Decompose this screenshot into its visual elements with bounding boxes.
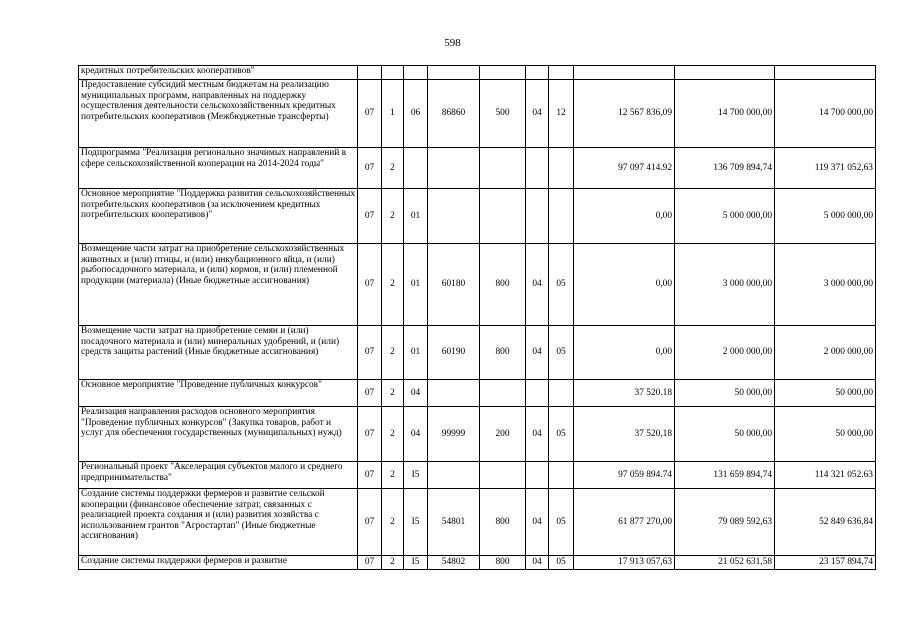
program-code: 07: [358, 244, 382, 326]
direction-code: [428, 380, 480, 407]
expense-type-code: 800: [480, 326, 526, 380]
event-code: 04: [404, 407, 428, 462]
program-code: 07: [358, 80, 382, 148]
amount-year-2: 131 659 894,74: [675, 462, 775, 489]
page-number: 598: [444, 37, 461, 49]
expense-type-code: 800: [480, 244, 526, 326]
amount-year-3: 50 000,00: [775, 380, 876, 407]
amount-year-2: 14 700 000,00: [675, 80, 775, 148]
amount-year-1: 0,00: [574, 244, 675, 326]
expense-type-code: [480, 380, 526, 407]
subprogram-code: 2: [382, 148, 404, 189]
direction-code: [428, 148, 480, 189]
event-code: 01: [404, 326, 428, 380]
subprogram-code: [382, 66, 404, 80]
program-code: 07: [358, 489, 382, 556]
program-code: 07: [358, 556, 382, 570]
subsection-code: [549, 189, 574, 244]
section-code: 04: [526, 407, 549, 462]
subprogram-code: 2: [382, 462, 404, 489]
section-code: [526, 380, 549, 407]
subsection-code: 05: [549, 556, 574, 570]
event-code: [404, 148, 428, 189]
expense-type-code: [480, 189, 526, 244]
section-code: 04: [526, 326, 549, 380]
direction-code: [428, 462, 480, 489]
section-code: [526, 462, 549, 489]
amount-year-3: [775, 66, 876, 80]
subsection-code: 05: [549, 489, 574, 556]
amount-year-3: 114 321 052.63: [775, 462, 876, 489]
subprogram-code: 2: [382, 556, 404, 570]
expense-type-code: [480, 148, 526, 189]
subsection-code: [549, 462, 574, 489]
amount-year-2: 79 089 592,63: [675, 489, 775, 556]
subsection-code: 05: [549, 326, 574, 380]
program-code: 07: [358, 148, 382, 189]
event-code: [404, 66, 428, 80]
table-row: [79, 66, 876, 80]
section-code: 04: [526, 556, 549, 570]
subprogram-code: 2: [382, 407, 404, 462]
row-description: Реализация направления расходов основного мероприятия "Проведение публичных конкурсов" (Закупка товаров, работ и услуг для обеспечения государственных (муниципальных) нужд): [79, 407, 358, 462]
table-row: [79, 489, 876, 556]
direction-code: 54801: [428, 489, 480, 556]
section-code: 04: [526, 244, 549, 326]
amount-year-1: 97 059 894.74: [574, 462, 675, 489]
subprogram-code: 2: [382, 489, 404, 556]
section-code: 04: [526, 489, 549, 556]
program-code: 07: [358, 407, 382, 462]
program-code: 07: [358, 189, 382, 244]
amount-year-3: 2 000 000,00: [775, 326, 876, 380]
event-code: 06: [404, 80, 428, 148]
direction-code: 86860: [428, 80, 480, 148]
subsection-code: 05: [549, 244, 574, 326]
expense-type-code: 800: [480, 556, 526, 570]
table-row: [79, 380, 876, 407]
amount-year-2: 21 052 631,58: [675, 556, 775, 570]
expense-type-code: 500: [480, 80, 526, 148]
amount-year-2: 136 709 894,74: [675, 148, 775, 189]
row-description: Подпрограмма "Реализация регионально значимых направлений в сфере сельскохозяйственной кооперации на 2014-2024 годы": [79, 148, 358, 189]
budget-table: [78, 65, 876, 570]
amount-year-3: 14 700 000,00: [775, 80, 876, 148]
expense-type-code: [480, 462, 526, 489]
table-row: [79, 462, 876, 489]
amount-year-1: 97 097 414.92: [574, 148, 675, 189]
direction-code: [428, 189, 480, 244]
amount-year-2: 50 000,00: [675, 407, 775, 462]
table-row: [79, 556, 876, 570]
row-description: кредитных потребительских кооперативов": [79, 66, 358, 80]
table-row: [79, 80, 876, 148]
event-code: I5: [404, 489, 428, 556]
direction-code: 60180: [428, 244, 480, 326]
amount-year-3: 23 157 894,74: [775, 556, 876, 570]
event-code: 01: [404, 189, 428, 244]
amount-year-1: 37 520,18: [574, 407, 675, 462]
amount-year-1: 17 913 057,63: [574, 556, 675, 570]
amount-year-1: 0,00: [574, 326, 675, 380]
amount-year-2: 2 000 000,00: [675, 326, 775, 380]
program-code: 07: [358, 380, 382, 407]
event-code: I5: [404, 556, 428, 570]
direction-code: 99999: [428, 407, 480, 462]
subprogram-code: 2: [382, 326, 404, 380]
event-code: I5: [404, 462, 428, 489]
program-code: [358, 66, 382, 80]
event-code: 04: [404, 380, 428, 407]
program-code: 07: [358, 462, 382, 489]
section-code: 04: [526, 80, 549, 148]
subsection-code: 05: [549, 407, 574, 462]
table-row: [79, 244, 876, 326]
subprogram-code: 2: [382, 380, 404, 407]
row-description: Региональный проект "Акселерация субъектов малого и среднего предпринимательства": [79, 462, 358, 489]
section-code: [526, 189, 549, 244]
amount-year-1: [574, 66, 675, 80]
row-description: Создание системы поддержки фермеров и развитие сельской кооперации (финансовое обеспечение затрат, связанных с реализацией проекта создания и (или) развития хозяйства с использованием грантов "Агростартап" (Иные бюджетные ассигнования): [79, 489, 358, 556]
amount-year-2: [675, 66, 775, 80]
section-code: [526, 148, 549, 189]
amount-year-1: 12 567 836,09: [574, 80, 675, 148]
amount-year-3: 119 371 052,63: [775, 148, 876, 189]
amount-year-2: 5 000 000,00: [675, 189, 775, 244]
amount-year-1: 0,00: [574, 189, 675, 244]
expense-type-code: 200: [480, 407, 526, 462]
row-description: Предоставление субсидий местным бюджетам на реализацию муниципальных программ, направленных на поддержку осуществления деятельности сельскохозяйственных кредитных потребительских кооперативов (Межбюджетные трансферты): [79, 80, 358, 148]
direction-code: [428, 66, 480, 80]
section-code: [526, 66, 549, 80]
table-row: [79, 326, 876, 380]
subprogram-code: 2: [382, 189, 404, 244]
event-code: 01: [404, 244, 428, 326]
program-code: 07: [358, 326, 382, 380]
direction-code: 54802: [428, 556, 480, 570]
subprogram-code: 2: [382, 244, 404, 326]
expense-type-code: 800: [480, 489, 526, 556]
row-description: Основное мероприятие "Поддержка развития сельскохозяйственных потребительских кооперативов (за исключением кредитных потребительских кооперативов)": [79, 189, 358, 244]
table-row: [79, 189, 876, 244]
amount-year-3: 3 000 000,00: [775, 244, 876, 326]
subsection-code: [549, 66, 574, 80]
subsection-code: [549, 380, 574, 407]
row-description: Возмещение части затрат на приобретение семян и (или) посадочного материала и (или) минеральных удобрений, и (или) средств защиты растений (Иные бюджетные ассигнования): [79, 326, 358, 380]
amount-year-1: 37 520.18: [574, 380, 675, 407]
row-description: Основное мероприятие "Проведение публичных конкурсов": [79, 380, 358, 407]
amount-year-1: 61 877 270,00: [574, 489, 675, 556]
table-row: [79, 148, 876, 189]
amount-year-3: 52 849 636,84: [775, 489, 876, 556]
subprogram-code: 1: [382, 80, 404, 148]
amount-year-2: 50 000,00: [675, 380, 775, 407]
row-description: Возмещение части затрат на приобретение сельскохозяйственных животных и (или) птицы, и (или) инкубационного яйца, и (или) рыбопосадочного материала, и (или) кормов, и (или) племенной продукции (материала) (Иные бюджетные ассигнования): [79, 244, 358, 326]
amount-year-3: 5 000 000,00: [775, 189, 876, 244]
amount-year-2: 3 000 000,00: [675, 244, 775, 326]
expense-type-code: [480, 66, 526, 80]
subsection-code: [549, 148, 574, 189]
direction-code: 60190: [428, 326, 480, 380]
row-description: Создание системы поддержки фермеров и развитие: [79, 556, 358, 570]
table-row: [79, 407, 876, 462]
amount-year-3: 50 000,00: [775, 407, 876, 462]
subsection-code: 12: [549, 80, 574, 148]
